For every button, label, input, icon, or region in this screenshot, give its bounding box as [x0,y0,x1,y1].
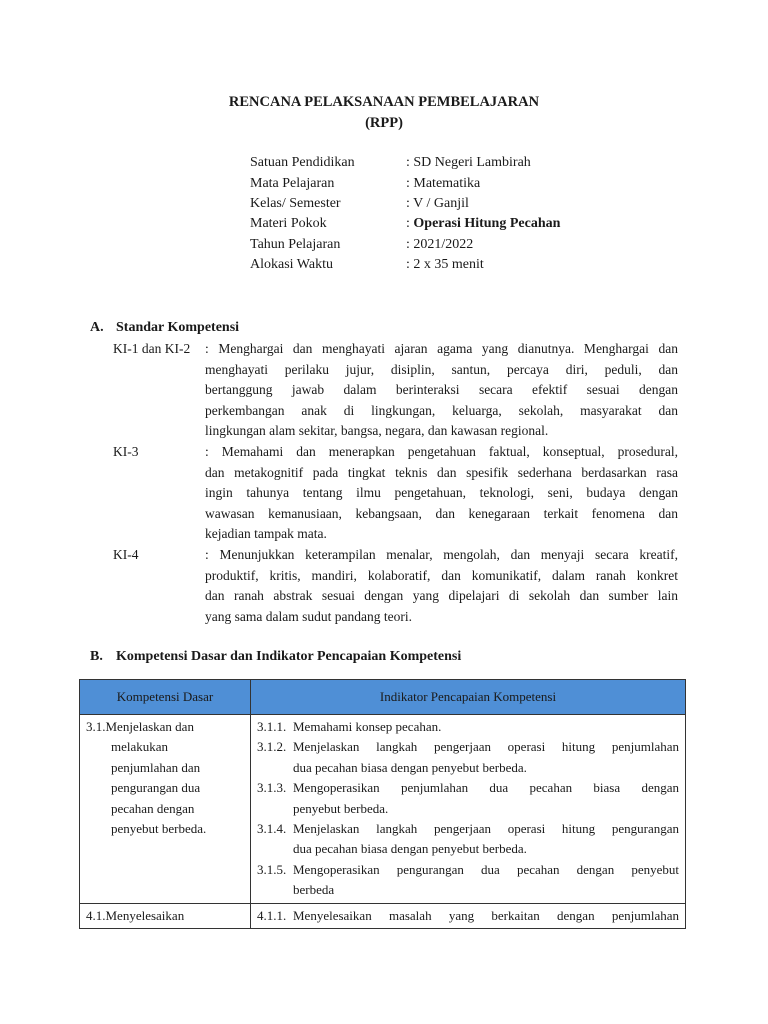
ki-code: KI-4 [113,547,139,562]
kd-line: melakukan [111,739,169,755]
kd-line: penyebut berbeda. [111,821,207,837]
identity-label: Alokasi Waktu [250,257,333,272]
indicator-cell [251,715,686,904]
identity-value: : Matematika [406,176,481,191]
section-b-heading [90,647,461,667]
identity-label: Satuan Pendidikan [250,155,355,170]
table-row [80,903,686,928]
section-number: B. [90,649,103,664]
indicator-code: 3.1.2. [257,739,287,755]
kd-line: 4.1.Menyelesaikan [86,907,185,923]
kd-line: 3.1.Menjelaskan dan [86,719,194,734]
indicator-item [251,737,679,778]
indicator-item [251,717,679,737]
identity-row-kelas-semester [250,194,469,214]
document-title: RENCANA PELAKSANAAN PEMBELAJARAN [228,94,540,110]
identity-label: Mata Pelajaran [250,176,335,191]
table-header-kompetensi-dasar: Kompetensi Dasar [80,680,251,715]
indicator-line: Memahami konsep pecahan. [293,719,442,734]
indicator-code: 3.1.4. [257,821,287,837]
ki-text-line: : Menunjukkan keterampilan menalar, mengolah, dan menyaji secara kreatif, [205,547,678,562]
kd-cell [80,715,251,904]
identity-label: Materi Pokok [250,216,327,231]
identity-value: : SD Negeri Lambirah [406,155,531,170]
ki-text-line: produktif, kritis, mandiri, kolaboratif, dan komunikatif, dalam ranah konkret [205,567,678,583]
section-title: Kompetensi Dasar dan Indikator Pencapaian Kompetensi [116,649,462,664]
ki-text-line: dan ranah abstrak sesuai dengan yang dipelajari di sekolah dan sumber lain [205,588,678,604]
indicator-line: Menjelaskan langkah pengerjaan operasi hitung penjumlahan [293,739,679,755]
ki-code: KI-3 [113,444,139,459]
ki-text-line: menghayati perilaku jujur, disiplin, santun, percaya diri, peduli, dan [205,361,678,377]
identity-row-satuan-pendidikan [250,153,531,173]
indicator-code: 3.1.3. [257,780,287,796]
indicator-item [251,819,679,860]
indicator-line: Menjelaskan langkah pengerjaan operasi hitung pengurangan [293,821,679,837]
document-subtitle: (RPP) [365,115,403,131]
ki-text-line: : Memahami dan menerapkan pengetahuan faktual, konseptual, prosedural, [205,444,678,459]
indicator-code: 3.1.5. [257,861,287,877]
ki-text-line: kejadian tampak mata. [205,526,327,542]
ki-text-line: yang sama dalam sudut pandang teori. [205,608,412,624]
identity-row-materi-pokok [250,214,560,234]
section-number: A. [90,320,104,335]
section-a-heading [90,318,239,338]
indicator-item [251,906,679,926]
kd-cell [80,903,251,928]
indicator-line: dua pecahan biasa dengan penyebut berbeda. [293,759,527,775]
kd-indicator-table [79,679,686,929]
ki-text-line: ingin tahunya tentang ilmu pengetahuan, teknologi, seni, budaya dengan [205,485,678,501]
indicator-line: berbeda [293,882,335,898]
identity-row-mata-pelajaran [250,174,480,194]
identity-value-prefix: : [406,216,414,231]
indicator-line: Mengoperasikan penjumlahan dua pecahan biasa dengan [293,780,679,796]
indicator-line: dua pecahan biasa dengan penyebut berbeda. [293,841,527,857]
indicator-code: 3.1.1. [257,719,287,734]
identity-value: : V / Ganjil [406,196,469,211]
kd-line: pecahan dengan [111,800,195,816]
indicator-line: Menyelesaikan masalah yang berkaitan dengan penjumlahan [293,907,679,923]
indicator-item [251,860,679,901]
ki-text-line: perkembangan anak di lingkungan, keluarga, sekolah, masyarakat dan [205,402,678,418]
kd-line: pengurangan dua [111,780,201,796]
indicator-cell [251,903,686,928]
ki-text-line: dan metakognitif pada tingkat teknis dan spesifik sederhana berdasarkan rasa [205,464,678,480]
identity-row-tahun-pelajaran [250,235,473,255]
table-header-row [80,680,686,715]
indicator-item [251,778,679,819]
identity-label: Tahun Pelajaran [250,237,341,252]
table-header-indikator: Indikator Pencapaian Kompetensi [251,680,686,715]
kd-line: penjumlahan dan [111,759,201,775]
identity-value: : 2 x 35 menit [406,257,484,272]
identity-row-alokasi-waktu [250,255,484,275]
indicator-code: 4.1.1. [257,907,287,923]
ki-text-line: : Menghargai dan menghayati ajaran agama yang dianutnya. Menghargai dan [205,341,678,356]
ki-code: KI-1 dan KI-2 [113,341,191,356]
indicator-line: penyebut berbeda. [293,800,389,816]
indicator-line: Mengoperasikan pengurangan dua pecahan dengan penyebut [293,861,679,877]
identity-value: : 2021/2022 [406,237,474,252]
section-title: Standar Kompetensi [116,320,240,335]
identity-label: Kelas/ Semester [250,196,341,211]
ki-text-line: lingkungan alam sekitar, bangsa, negara, dan kawasan regional. [205,423,549,439]
table-row [80,715,686,904]
ki-text-line: wawasan kemanusiaan, kebangsaan, dan kenegaraan terkait fenomena dan [205,505,678,521]
identity-value: Operasi Hitung Pecahan [413,216,561,231]
ki-text-line: bertanggung jawab dalam berinteraksi secara efektif sesuai dengan [205,382,678,398]
